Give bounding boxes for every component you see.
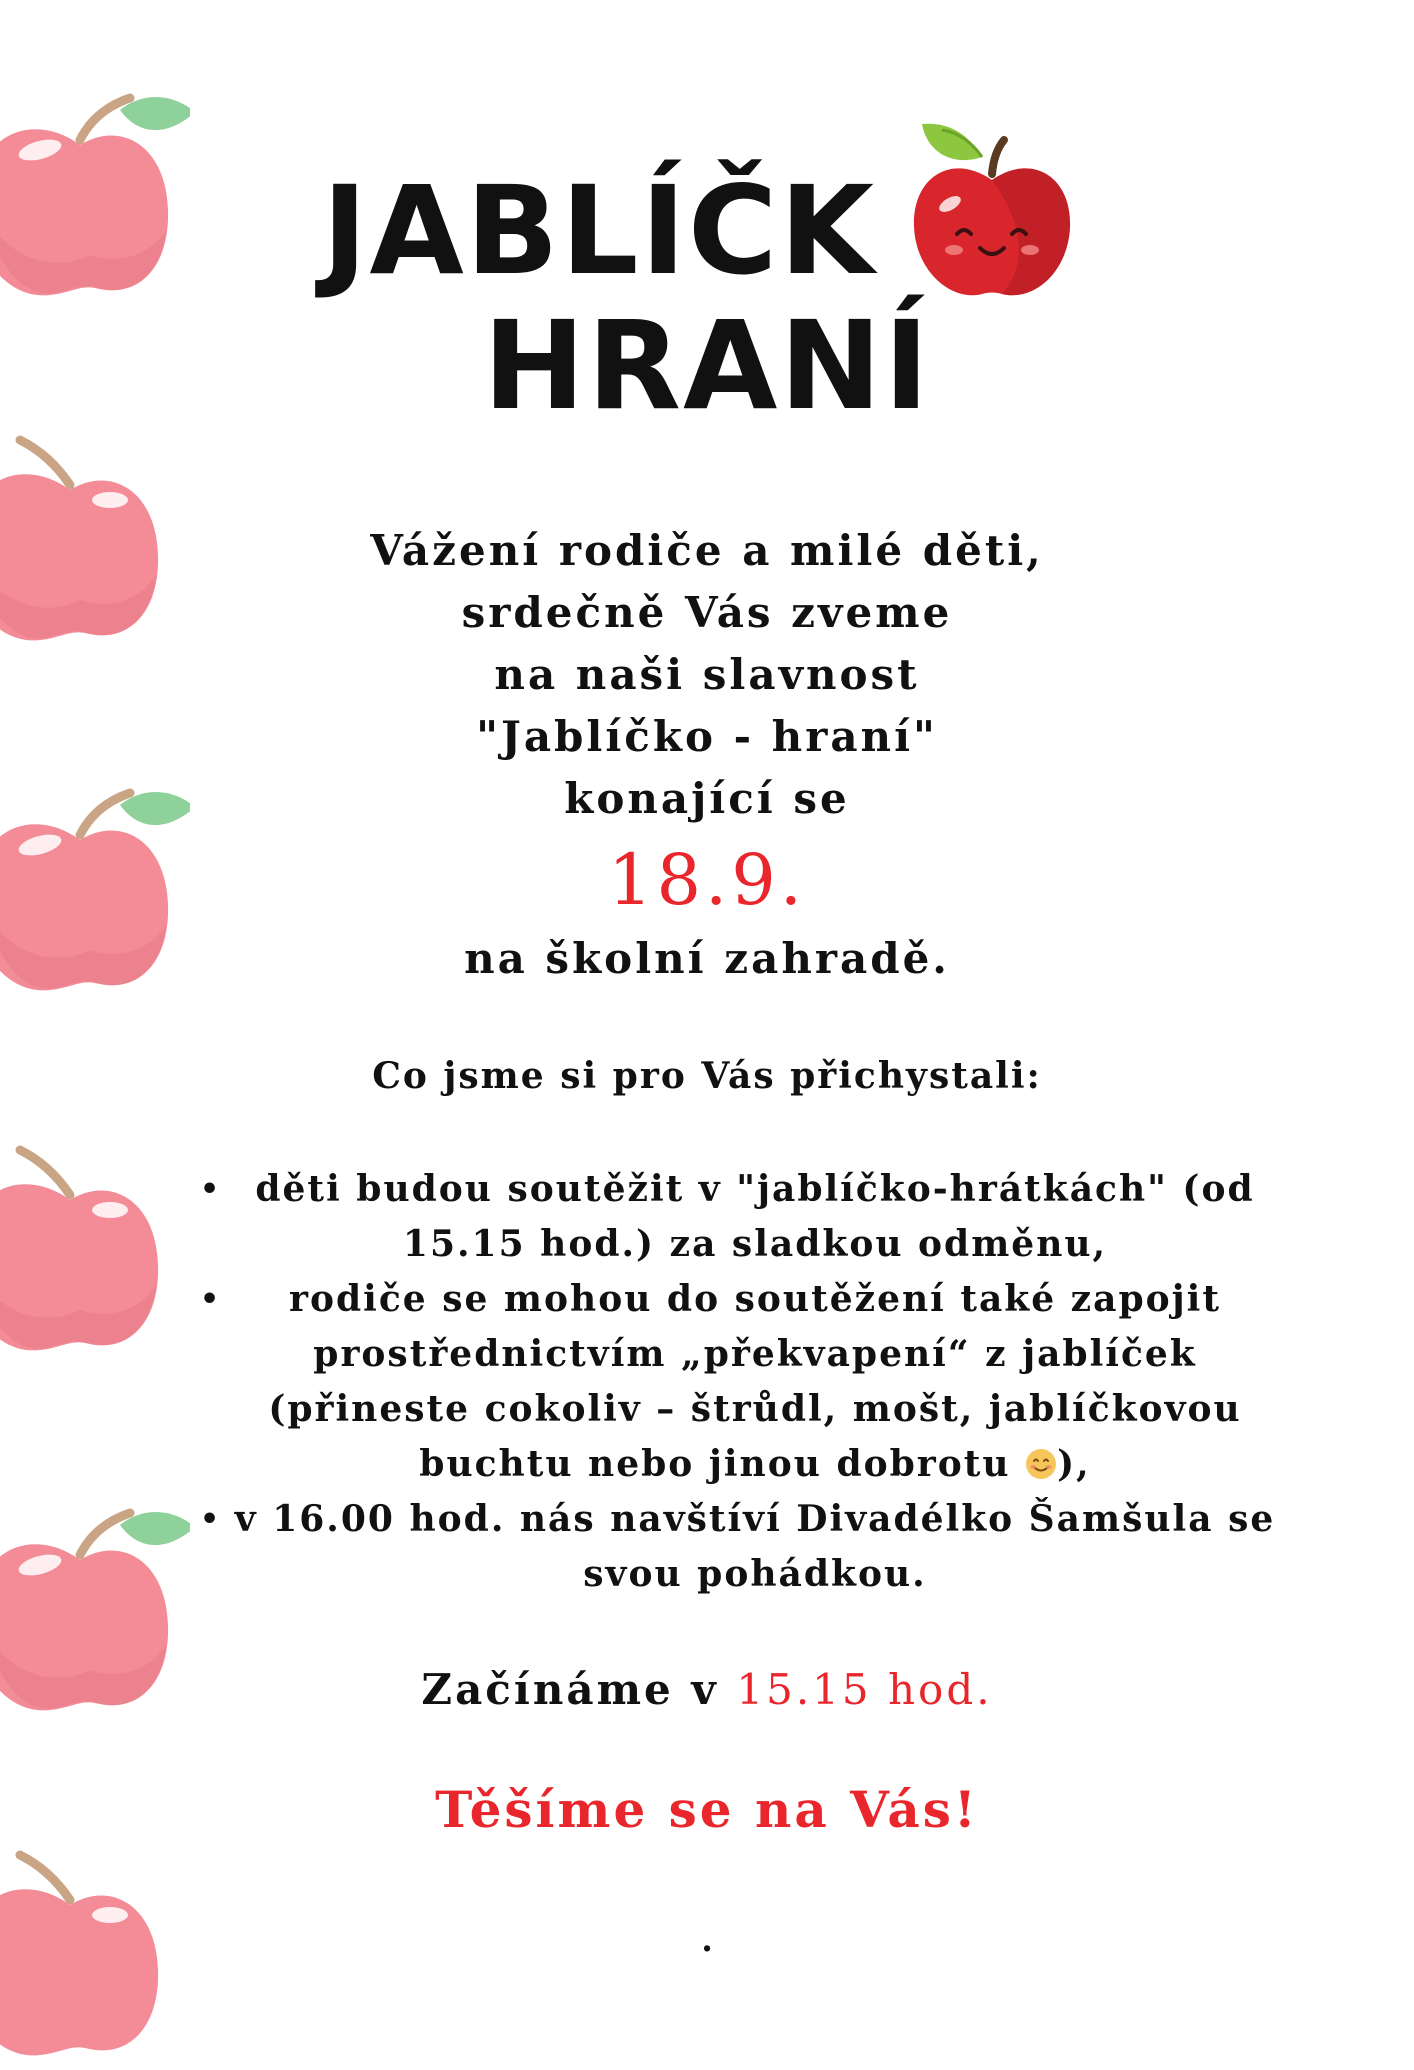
bullet: • [200,1172,222,1207]
footer-dot: . [701,1920,713,1960]
program-list [180,1162,1290,1602]
event-place: na školní zahradě. [464,934,950,983]
bullet: • [200,1282,222,1317]
list-item [180,1162,1290,1272]
invitation-line: "Jablíčko - hraní" [476,712,938,761]
list-item-text: rodiče se mohou do soutěžení také zapojit prostřednictvím „překvapení“ z jablíček (přineste cokoliv – štrůdl, mošt, jablíčkovou buchtu nebo jinou dobrotu [268,1278,1242,1485]
invitation-line: konající se [564,774,850,823]
smiling-apple-icon [912,112,1072,302]
invitation-line: Vážení rodiče a milé děti, [370,526,1044,575]
start-time [0,1665,1414,1714]
bullet: • [200,1502,222,1537]
page-title-line1: JABLÍČK [321,160,876,302]
closing-text: Těšíme se na Vás! [435,1780,979,1839]
event-date: 18.9. [607,839,807,921]
smiley-face-icon [1025,1448,1057,1480]
page-title-line2: HRANÍ [483,295,931,437]
invitation-line: srdečně Vás zveme [461,588,953,637]
list-item [180,1272,1290,1492]
list-item [180,1492,1290,1602]
invitation-text [0,520,1414,990]
list-item-text: v 16.00 hod. nás navštíví Divadélko Šamšula se svou pohádkou. [234,1498,1276,1595]
start-prefix: Začínáme v [421,1665,719,1714]
start-time-value: 15.15 hod. [736,1665,993,1714]
list-item-text: děti budou soutěžit v "jablíčko-hrátkách" (od 15.15 hod.) za sladkou odměnu, [255,1168,1255,1265]
apple-icon [0,1105,180,1365]
invitation-line: na naši slavnost [494,650,920,699]
list-item-tail: ), [1057,1443,1091,1485]
program-heading: Co jsme si pro Vás přichystali: [372,1055,1042,1097]
